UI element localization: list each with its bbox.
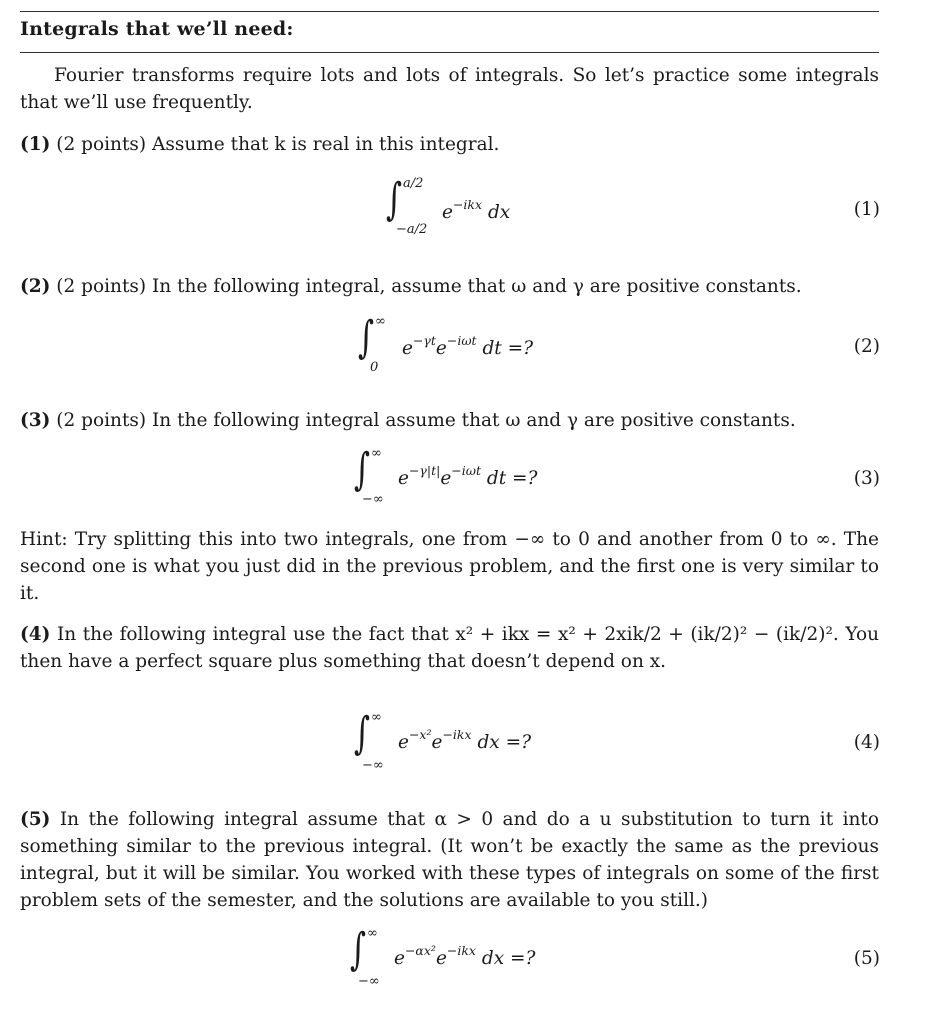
equation-number-2: (2)	[853, 336, 880, 357]
equation-1	[386, 174, 546, 238]
integrand: $e^{-ikx}$ dx	[442, 197, 511, 223]
lower-limit: −a/2	[396, 222, 428, 237]
top-rule	[20, 11, 879, 12]
integral-sign: ∫	[386, 174, 403, 225]
lower-limit: −∞	[362, 758, 384, 773]
problem-text: In the following integral use the fact that x² + ikx = x² + 2xik/2 + (ik/2)² − (ik/2)². You then have a perfect square plus something that doesn’t depend on x.	[20, 624, 879, 672]
integral-sign: ∫	[358, 312, 375, 363]
integrand: $e^{-\gamma t}e^{-i\omega t}$ dt =?	[402, 333, 534, 359]
problem-points: (2 points)	[56, 410, 147, 431]
equation-3	[354, 444, 574, 508]
equation-2	[358, 312, 578, 376]
problem-number: (1)	[20, 134, 51, 155]
problem-text: In the following integral assume that α > 0 and do a u substitution to turn it into something similar to the previous integral. (It won’t be exactly the same as the previous integral, but it will be similar. You worked with these types of integrals on some of the first problem sets of the semester, and the solutions are available to you still.)	[20, 809, 879, 911]
problem-1-statement	[20, 131, 879, 158]
equation-number-3: (3)	[853, 468, 880, 489]
section-heading: Integrals that we’ll need:	[20, 18, 294, 40]
upper-limit: a/2	[403, 176, 424, 191]
upper-limit: ∞	[367, 926, 378, 941]
problem-number: (3)	[20, 410, 51, 431]
intro-paragraph: Fourier transforms require lots and lots of integrals. So let’s practice some integrals that we’ll use frequently.	[20, 65, 879, 113]
integrand: $e^{-\alpha x^2}e^{-ikx}$ dx =?	[394, 943, 536, 969]
equation-4	[354, 708, 584, 774]
lower-limit: 0	[370, 360, 379, 375]
upper-limit: ∞	[371, 710, 382, 725]
equation-number-5: (5)	[853, 948, 880, 969]
equation-number-1: (1)	[853, 199, 880, 220]
equation-number-4: (4)	[853, 732, 880, 753]
integral-sign: ∫	[354, 708, 371, 759]
integrand: $e^{-x^2}e^{-ikx}$ dx =?	[398, 727, 532, 753]
upper-limit: ∞	[375, 314, 386, 329]
problem-2-statement	[20, 273, 879, 300]
problem-4-statement	[20, 621, 879, 675]
equation-5	[350, 924, 590, 990]
problem-number: (4)	[20, 624, 51, 645]
integral-sign: ∫	[354, 444, 371, 495]
upper-limit: ∞	[371, 446, 382, 461]
heading-rule	[20, 52, 879, 53]
problem-number: (2)	[20, 276, 51, 297]
problem-5-statement	[20, 806, 879, 914]
problem-text: In the following integral assume that ω and γ are positive constants.	[152, 410, 796, 431]
integral-sign: ∫	[350, 924, 367, 975]
problem-number: (5)	[20, 809, 51, 830]
lower-limit: −∞	[358, 974, 380, 989]
problem-points: (2 points)	[56, 134, 147, 155]
hint-paragraph: Hint: Try splitting this into two integrals, one from −∞ to 0 and another from 0 to ∞. The second one is what you just did in the previous problem, and the first one is very similar to it.	[20, 529, 879, 604]
lower-limit: −∞	[362, 492, 384, 507]
problem-3-statement	[20, 407, 879, 434]
problem-text: In the following integral, assume that ω and γ are positive constants.	[152, 276, 802, 297]
integrand: $e^{-\gamma|t|}e^{-i\omega t}$ dt =?	[398, 463, 538, 489]
problem-points: (2 points)	[56, 276, 147, 297]
problem-text: Assume that k is real in this integral.	[152, 134, 500, 155]
